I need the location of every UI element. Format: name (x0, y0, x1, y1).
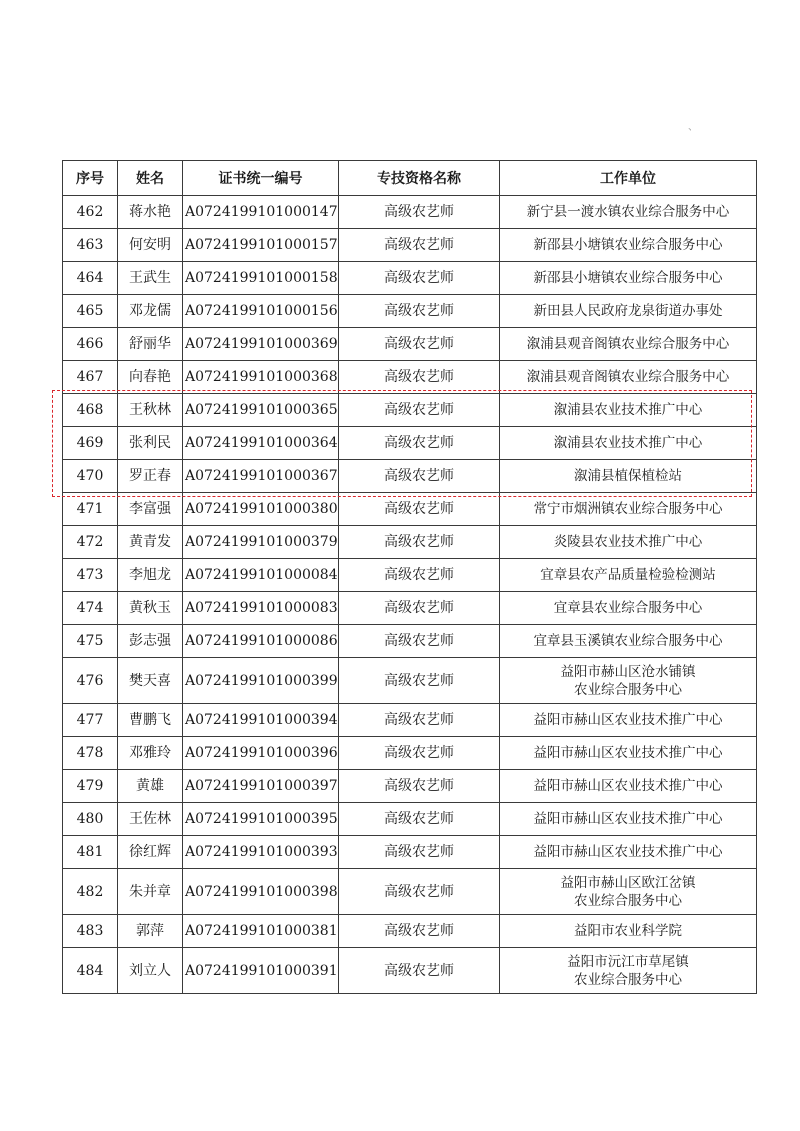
header-name: 姓名 (118, 161, 183, 196)
work-unit-line: 溆浦县观音阁镇农业综合服务中心 (526, 336, 730, 352)
name-cell: 舒丽华 (118, 328, 183, 361)
scan-mark: 、 (688, 122, 698, 133)
work-unit-cell (500, 361, 757, 394)
serial-no-cell: 481 (63, 836, 118, 869)
work-unit-line: 宜章县农产品质量检验检测站 (540, 567, 716, 583)
serial-no-cell: 473 (63, 559, 118, 592)
certificate-number-cell: A0724199101000381 (183, 915, 339, 948)
work-unit-line: 农业综合服务中心 (574, 971, 682, 988)
name-cell: 王武生 (118, 262, 183, 295)
work-unit-cell (500, 737, 757, 770)
qualification-cell: 高级农艺师 (339, 625, 500, 658)
table-row (63, 625, 757, 658)
certificate-number-cell: A0724199101000391 (183, 948, 339, 994)
table-row (63, 526, 757, 559)
name-cell: 邓龙儒 (118, 295, 183, 328)
table-row (63, 427, 757, 460)
work-unit-cell (500, 394, 757, 427)
work-unit-line: 宜章县农业综合服务中心 (553, 600, 703, 616)
qualification-cell: 高级农艺师 (339, 493, 500, 526)
serial-no-cell: 470 (63, 460, 118, 493)
serial-no-cell: 468 (63, 394, 118, 427)
certificate-number-cell: A0724199101000086 (183, 625, 339, 658)
table-row (63, 262, 757, 295)
name-cell: 彭志强 (118, 625, 183, 658)
header-serial-no: 序号 (63, 161, 118, 196)
work-unit-cell (500, 948, 757, 994)
table-row (63, 460, 757, 493)
serial-no-cell: 472 (63, 526, 118, 559)
serial-no-cell: 477 (63, 704, 118, 737)
work-unit-line: 益阳市赫山区农业技术推广中心 (533, 811, 723, 827)
name-cell: 王秋林 (118, 394, 183, 427)
name-cell: 罗正春 (118, 460, 183, 493)
name-cell: 何安明 (118, 229, 183, 262)
work-unit-cell (500, 915, 757, 948)
certificate-number-cell: A0724199101000364 (183, 427, 339, 460)
qualification-cell: 高级农艺师 (339, 427, 500, 460)
header-row (63, 161, 757, 196)
qualification-cell: 高级农艺师 (339, 770, 500, 803)
work-unit-line: 新邵县小塘镇农业综合服务中心 (533, 270, 723, 286)
qualification-cell: 高级农艺师 (339, 328, 500, 361)
table-row (63, 559, 757, 592)
certificate-roster-table (62, 160, 757, 994)
work-unit-cell (500, 427, 757, 460)
work-unit-cell (500, 869, 757, 915)
work-unit-cell (500, 704, 757, 737)
serial-no-cell: 480 (63, 803, 118, 836)
name-cell: 黄青发 (118, 526, 183, 559)
qualification-cell: 高级农艺师 (339, 394, 500, 427)
qualification-cell: 高级农艺师 (339, 361, 500, 394)
name-cell: 张利民 (118, 427, 183, 460)
certificate-number-cell: A0724199101000367 (183, 460, 339, 493)
work-unit-cell (500, 262, 757, 295)
work-unit-cell (500, 328, 757, 361)
certificate-number-cell: A0724199101000394 (183, 704, 339, 737)
serial-no-cell: 462 (63, 196, 118, 229)
table-row (63, 915, 757, 948)
work-unit-line: 农业综合服务中心 (574, 681, 682, 698)
qualification-cell: 高级农艺师 (339, 196, 500, 229)
work-unit-line: 益阳市赫山区农业技术推广中心 (533, 844, 723, 860)
certificate-number-cell: A0724199101000393 (183, 836, 339, 869)
table-row (63, 704, 757, 737)
table-row (63, 394, 757, 427)
serial-no-cell: 466 (63, 328, 118, 361)
work-unit-line: 益阳市赫山区沧水铺镇 (560, 663, 696, 680)
serial-no-cell: 467 (63, 361, 118, 394)
serial-no-cell: 463 (63, 229, 118, 262)
serial-no-cell: 478 (63, 737, 118, 770)
serial-no-cell: 479 (63, 770, 118, 803)
work-unit-line: 新宁县一渡水镇农业综合服务中心 (526, 204, 730, 220)
qualification-cell: 高级农艺师 (339, 869, 500, 915)
work-unit-line: 农业综合服务中心 (574, 892, 682, 909)
certificate-number-cell: A0724199101000395 (183, 803, 339, 836)
name-cell: 朱并章 (118, 869, 183, 915)
work-unit-cell (500, 295, 757, 328)
serial-no-cell: 474 (63, 592, 118, 625)
certificate-number-cell: A0724199101000396 (183, 737, 339, 770)
table-row (63, 361, 757, 394)
qualification-cell: 高级农艺师 (339, 948, 500, 994)
work-unit-cell (500, 836, 757, 869)
name-cell: 郭萍 (118, 915, 183, 948)
work-unit-cell (500, 493, 757, 526)
qualification-cell: 高级农艺师 (339, 559, 500, 592)
certificate-number-cell: A0724199101000368 (183, 361, 339, 394)
qualification-cell: 高级农艺师 (339, 737, 500, 770)
certificate-number-cell: A0724199101000369 (183, 328, 339, 361)
table-row (63, 737, 757, 770)
certificate-number-cell: A0724199101000083 (183, 592, 339, 625)
certificate-number-cell: A0724199101000365 (183, 394, 339, 427)
qualification-cell: 高级农艺师 (339, 295, 500, 328)
certificate-number-cell: A0724199101000380 (183, 493, 339, 526)
work-unit-line: 益阳市赫山区欧江岔镇 (560, 874, 696, 891)
table-row (63, 592, 757, 625)
serial-no-cell: 484 (63, 948, 118, 994)
qualification-cell: 高级农艺师 (339, 803, 500, 836)
work-unit-cell (500, 592, 757, 625)
qualification-cell: 高级农艺师 (339, 460, 500, 493)
work-unit-cell (500, 460, 757, 493)
serial-no-cell: 465 (63, 295, 118, 328)
table-row (63, 869, 757, 915)
work-unit-line: 常宁市烟洲镇农业综合服务中心 (533, 501, 723, 517)
certificate-number-cell: A0724199101000158 (183, 262, 339, 295)
name-cell: 蒋水艳 (118, 196, 183, 229)
work-unit-cell (500, 229, 757, 262)
work-unit-line: 益阳市赫山区农业技术推广中心 (533, 778, 723, 794)
name-cell: 李旭龙 (118, 559, 183, 592)
table-body (63, 196, 757, 994)
work-unit-line: 溆浦县植保植检站 (574, 468, 682, 484)
work-unit-line: 新田县人民政府龙泉街道办事处 (533, 303, 723, 319)
qualification-cell: 高级农艺师 (339, 836, 500, 869)
work-unit-line: 益阳市赫山区农业技术推广中心 (533, 745, 723, 761)
table-row (63, 229, 757, 262)
name-cell: 樊天喜 (118, 658, 183, 704)
work-unit-line: 益阳市沅江市草尾镇 (567, 953, 689, 970)
table-row (63, 196, 757, 229)
certificate-number-cell: A0724199101000084 (183, 559, 339, 592)
certificate-number-cell: A0724199101000157 (183, 229, 339, 262)
name-cell: 曹鹏飞 (118, 704, 183, 737)
qualification-cell: 高级农艺师 (339, 592, 500, 625)
work-unit-line: 宜章县玉溪镇农业综合服务中心 (533, 633, 723, 649)
work-unit-cell (500, 770, 757, 803)
serial-no-cell: 469 (63, 427, 118, 460)
name-cell: 刘立人 (118, 948, 183, 994)
qualification-cell: 高级农艺师 (339, 704, 500, 737)
certificate-number-cell: A0724199101000398 (183, 869, 339, 915)
table-row (63, 836, 757, 869)
serial-no-cell: 476 (63, 658, 118, 704)
qualification-cell: 高级农艺师 (339, 262, 500, 295)
serial-no-cell: 475 (63, 625, 118, 658)
certificate-number-cell: A0724199101000379 (183, 526, 339, 559)
work-unit-cell (500, 526, 757, 559)
header-certificate-number: 证书统一编号 (183, 161, 339, 196)
header-work-unit: 工作单位 (500, 161, 757, 196)
qualification-cell: 高级农艺师 (339, 526, 500, 559)
work-unit-cell (500, 803, 757, 836)
serial-no-cell: 464 (63, 262, 118, 295)
table-row (63, 658, 757, 704)
header-qualification: 专技资格名称 (339, 161, 500, 196)
qualification-cell: 高级农艺师 (339, 658, 500, 704)
table-row (63, 803, 757, 836)
work-unit-line: 溆浦县农业技术推广中心 (553, 435, 703, 451)
qualification-cell: 高级农艺师 (339, 915, 500, 948)
work-unit-line: 炎陵县农业技术推广中心 (553, 534, 703, 550)
name-cell: 邓雅玲 (118, 737, 183, 770)
certificate-number-cell: A0724199101000397 (183, 770, 339, 803)
work-unit-line: 溆浦县农业技术推广中心 (553, 402, 703, 418)
name-cell: 王佐林 (118, 803, 183, 836)
name-cell: 李富强 (118, 493, 183, 526)
name-cell: 黄秋玉 (118, 592, 183, 625)
serial-no-cell: 483 (63, 915, 118, 948)
name-cell: 黄雄 (118, 770, 183, 803)
table-row (63, 328, 757, 361)
work-unit-cell (500, 658, 757, 704)
serial-no-cell: 482 (63, 869, 118, 915)
table-row (63, 948, 757, 994)
name-cell: 徐红辉 (118, 836, 183, 869)
work-unit-cell (500, 559, 757, 592)
serial-no-cell: 471 (63, 493, 118, 526)
certificate-number-cell: A0724199101000399 (183, 658, 339, 704)
qualification-cell: 高级农艺师 (339, 229, 500, 262)
certificate-number-cell: A0724199101000147 (183, 196, 339, 229)
work-unit-line: 新邵县小塘镇农业综合服务中心 (533, 237, 723, 253)
work-unit-line: 益阳市农业科学院 (574, 923, 682, 939)
table-row (63, 493, 757, 526)
work-unit-line: 益阳市赫山区农业技术推广中心 (533, 712, 723, 728)
work-unit-cell (500, 625, 757, 658)
certificate-number-cell: A0724199101000156 (183, 295, 339, 328)
table-row (63, 770, 757, 803)
name-cell: 向春艳 (118, 361, 183, 394)
table-row (63, 295, 757, 328)
work-unit-cell (500, 196, 757, 229)
work-unit-line: 溆浦县观音阁镇农业综合服务中心 (526, 369, 730, 385)
